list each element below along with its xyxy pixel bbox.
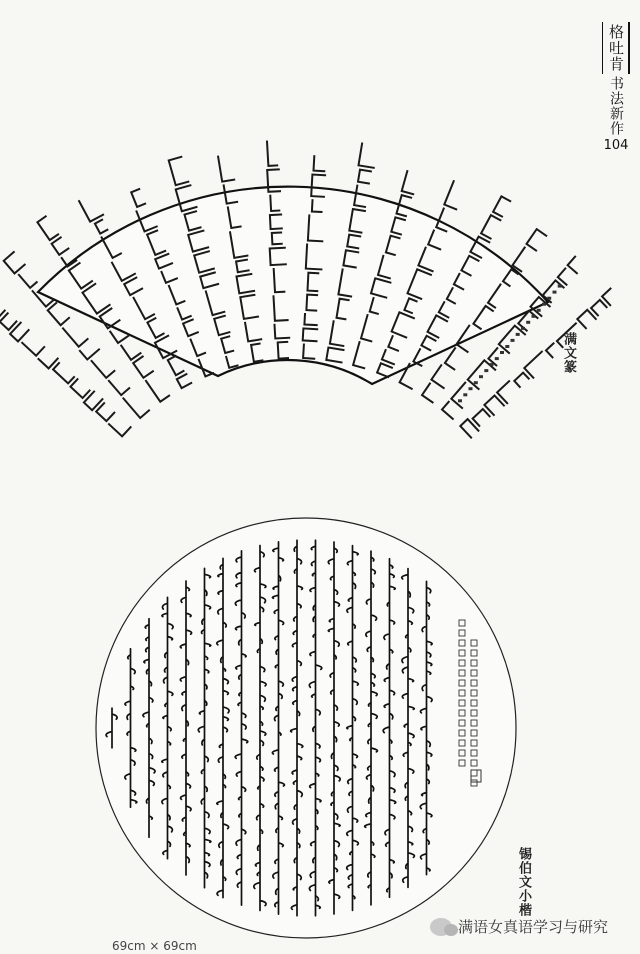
- watermark[interactable]: [430, 916, 608, 937]
- fan-caption: 满文篆: [561, 332, 576, 374]
- fan-inscription-mark: [558, 285, 562, 288]
- fan-inscription-mark: [516, 333, 520, 336]
- fan-inscription-mark: [542, 303, 546, 306]
- fan-inscription-mark: [458, 399, 462, 402]
- fan-inscription-mark: [505, 345, 509, 348]
- page-header: [600, 22, 632, 153]
- fan-inscription-mark: [479, 375, 483, 378]
- circle-artwork: [96, 518, 516, 938]
- fan-inscription-mark: [521, 327, 525, 330]
- fan-inscription-mark: [463, 393, 467, 396]
- fan-inscription-mark: [526, 321, 530, 324]
- fan-inscription-mark: [500, 351, 504, 354]
- circle-outline: [96, 518, 516, 938]
- fan-inscription-mark: [469, 387, 473, 390]
- watermark-text: 满语女真语学习与研究: [458, 918, 609, 936]
- fan-inscription-mark: [490, 363, 494, 366]
- fan-inscription-mark: [547, 297, 551, 300]
- author-name: 格吐肯: [602, 22, 630, 74]
- wechat-icon: [430, 918, 452, 936]
- fan-inscription-mark: [495, 357, 499, 360]
- fan-inscription-mark: [537, 309, 541, 312]
- fan-inscription-mark: [511, 339, 515, 342]
- page-number: 104: [603, 138, 629, 153]
- fan-inscription-mark: [532, 315, 536, 318]
- circle-caption: 锡伯文小楷: [516, 847, 531, 917]
- fan-inscription-mark: [553, 291, 557, 294]
- fan-artwork: [0, 142, 610, 438]
- fan-inscription-mark: [484, 369, 488, 372]
- book-title: 书法新作: [608, 76, 624, 136]
- fan-inscription-mark: [474, 381, 478, 384]
- fan-outline: [38, 187, 548, 384]
- artwork-dimensions: 69cm × 69cm: [112, 939, 197, 953]
